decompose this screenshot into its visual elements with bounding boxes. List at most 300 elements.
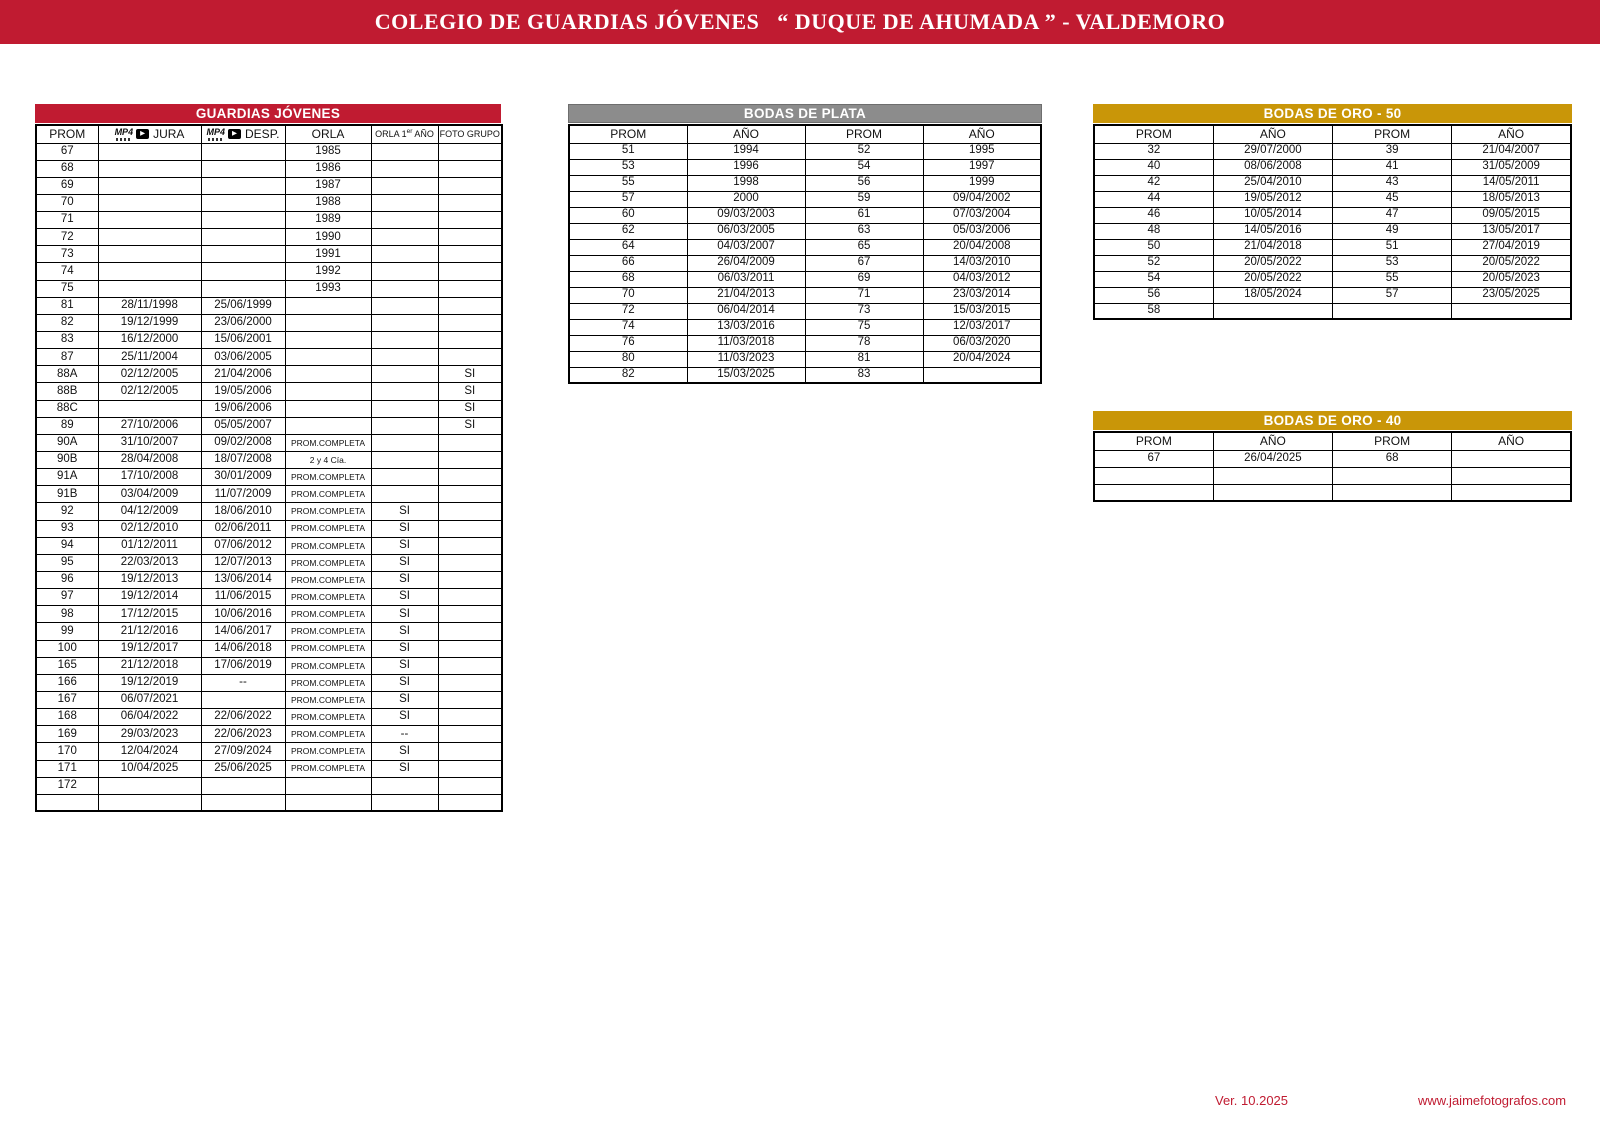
cell [98,400,201,417]
cell: 65 [805,239,923,255]
cell: 81 [805,351,923,367]
cell: 04/12/2009 [98,503,201,520]
cell: 22/06/2023 [201,726,285,743]
cell: PROM.COMPLETA [285,623,371,640]
cell [201,143,285,160]
mp4-video-icon: MP4 [207,128,226,141]
cell: 28/04/2008 [98,452,201,469]
cell [438,794,502,811]
cell: 97 [36,589,98,606]
cell: 03/04/2009 [98,486,201,503]
cell: 19/12/2019 [98,674,201,691]
cell: PROM.COMPLETA [285,606,371,623]
table-row [36,674,502,691]
cell [98,263,201,280]
cell: 14/06/2017 [201,623,285,640]
cell [438,452,502,469]
play-icon: ▶ [228,129,241,139]
cell: 73 [805,303,923,319]
cell: 88B [36,383,98,400]
header-row [1094,125,1571,143]
table-row [36,229,502,246]
cell [201,229,285,246]
cell: 67 [36,143,98,160]
cell: PROM.COMPLETA [285,726,371,743]
cell: 30/01/2009 [201,469,285,486]
play-icon: ▶ [136,129,149,139]
cell: 21/04/2018 [1213,239,1332,255]
table-title-oro50: BODAS DE ORO - 50 [1093,104,1572,123]
cell [438,349,502,366]
cell: PROM.COMPLETA [285,709,371,726]
cell: 44 [1094,191,1213,207]
table-row [36,177,502,194]
table-row [36,469,502,486]
cell: 57 [1333,287,1452,303]
table-row [569,207,1041,223]
table-row [36,486,502,503]
cell: 66 [569,255,687,271]
cell: 1989 [285,212,371,229]
cell [438,486,502,503]
cell: 91A [36,469,98,486]
cell: 02/12/2005 [98,366,201,383]
cell [371,794,438,811]
cell: 04/03/2012 [923,271,1041,287]
table-row [1094,191,1571,207]
cell: 18/05/2024 [1213,287,1332,303]
cell [1213,484,1332,501]
website-link[interactable]: www.jaimefotografos.com [1418,1093,1567,1108]
cell: 20/05/2023 [1452,271,1571,287]
cell: SI [371,640,438,657]
cell: 62 [569,223,687,239]
cell: 56 [1094,287,1213,303]
cell: 92 [36,503,98,520]
table-row [1094,303,1571,319]
cell [371,486,438,503]
table-row [36,503,502,520]
cell [438,674,502,691]
cell: 21/04/2006 [201,366,285,383]
cell: SI [371,606,438,623]
table-row [36,280,502,297]
cell: 12/03/2017 [923,319,1041,335]
cell [285,417,371,434]
column-header-orla-1er-ano: ORLA 1er AÑO [371,125,438,143]
cell: 55 [569,175,687,191]
cell [1094,484,1213,501]
cell: 39 [1333,143,1452,159]
cell [1213,467,1332,484]
cell: 72 [569,303,687,319]
cell: 31/05/2009 [1452,159,1571,175]
cell: SI [371,520,438,537]
cell: 70 [36,194,98,211]
cell: 53 [569,159,687,175]
cell: 31/10/2007 [98,434,201,451]
cell: 11/03/2018 [687,335,805,351]
cell: SI [438,400,502,417]
cell: PROM.COMPLETA [285,486,371,503]
cell [98,246,201,263]
cell: 03/06/2005 [201,349,285,366]
cell: 1990 [285,229,371,246]
cell: 89 [36,417,98,434]
column-header-ano: AÑO [1452,125,1571,143]
cell: 12/07/2013 [201,554,285,571]
cell [371,280,438,297]
cell: -- [371,726,438,743]
cell: 1985 [285,143,371,160]
cell: 71 [805,287,923,303]
cell [98,143,201,160]
table-row [569,335,1041,351]
cell: 26/04/2025 [1213,450,1332,467]
cell: 63 [805,223,923,239]
cell [438,332,502,349]
table-row [36,606,502,623]
table-row [36,743,502,760]
cell: 23/05/2025 [1452,287,1571,303]
cell [285,332,371,349]
cell [438,143,502,160]
cell: 51 [569,143,687,159]
cell: 19/12/2013 [98,572,201,589]
table-row [569,191,1041,207]
table-row [36,263,502,280]
cell [438,623,502,640]
cell [371,314,438,331]
table-row [36,434,502,451]
cell: 27/04/2019 [1452,239,1571,255]
table-title-oro40: BODAS DE ORO - 40 [1093,411,1572,430]
cell: PROM.COMPLETA [285,434,371,451]
cell: 1988 [285,194,371,211]
table-row [36,194,502,211]
cell [201,777,285,794]
cell: 168 [36,709,98,726]
cell: 75 [805,319,923,335]
cell: 32 [1094,143,1213,159]
cell: 51 [1333,239,1452,255]
cell: 43 [1333,175,1452,191]
cell: SI [371,537,438,554]
cell [371,366,438,383]
table-row [36,417,502,434]
cell: 68 [1333,450,1452,467]
column-header-desp [201,125,285,143]
cell: 18/05/2013 [1452,191,1571,207]
table-row [36,246,502,263]
cell [438,554,502,571]
table-row [569,175,1041,191]
cell [1452,450,1571,467]
cell: 13/03/2016 [687,319,805,335]
column-header-orla: ORLA [285,125,371,143]
cell: PROM.COMPLETA [285,503,371,520]
cell: 20/04/2008 [923,239,1041,255]
cell: 13/06/2014 [201,572,285,589]
bodas-de-oro-50-table [1093,104,1572,320]
cell [201,160,285,177]
column-header-prom: PROM [805,125,923,143]
cell: SI [371,674,438,691]
cell: SI [371,503,438,520]
table-row [569,271,1041,287]
cell: PROM.COMPLETA [285,674,371,691]
column-header-ano: AÑO [923,125,1041,143]
table-row [36,623,502,640]
cell [371,177,438,194]
cell [1213,303,1332,319]
table-row [1094,175,1571,191]
cell: 69 [805,271,923,287]
cell: 11/03/2023 [687,351,805,367]
cell [1452,467,1571,484]
column-header-desp-label: DESP. [245,127,280,142]
cell [201,212,285,229]
cell: 25/06/1999 [201,297,285,314]
cell [438,280,502,297]
cell: 87 [36,349,98,366]
cell [438,657,502,674]
cell: 23/03/2014 [923,287,1041,303]
cell: 29/07/2000 [1213,143,1332,159]
cell: 53 [1333,255,1452,271]
cell [98,777,201,794]
column-header-prom: PROM [569,125,687,143]
cell: 02/12/2005 [98,383,201,400]
cell [438,434,502,451]
cell: 05/05/2007 [201,417,285,434]
cell: SI [438,417,502,434]
cell: 09/02/2008 [201,434,285,451]
cell: 28/11/1998 [98,297,201,314]
table-row [36,726,502,743]
column-header-jura-label: JURA [153,127,185,142]
cell: SI [371,657,438,674]
cell [923,367,1041,383]
table-row [36,760,502,777]
cell: 21/12/2018 [98,657,201,674]
cell: 21/04/2013 [687,287,805,303]
table-row [36,383,502,400]
table-row [1094,223,1571,239]
column-header-ano: AÑO [1452,432,1571,450]
table-row [36,537,502,554]
cell: 06/04/2022 [98,709,201,726]
table-row [1094,484,1571,501]
cell: SI [371,692,438,709]
cell: 04/03/2007 [687,239,805,255]
cell [1333,303,1452,319]
cell [438,589,502,606]
table-row [569,255,1041,271]
cell: 54 [805,159,923,175]
cell: 83 [36,332,98,349]
column-header-ano: AÑO [1213,432,1332,450]
mp4-stripes [116,138,131,141]
cell: 48 [1094,223,1213,239]
cell: 12/04/2024 [98,743,201,760]
cell: 20/05/2022 [1452,255,1571,271]
table-row [36,143,502,160]
cell: 1991 [285,246,371,263]
cell: 10/06/2016 [201,606,285,623]
cell: SI [371,623,438,640]
cell: 20/04/2024 [923,351,1041,367]
cell: 81 [36,297,98,314]
table-row [36,657,502,674]
cell: 83 [805,367,923,383]
column-header-prom: PROM [36,125,98,143]
table-row [569,303,1041,319]
cell [438,469,502,486]
cell [98,177,201,194]
cell: 95 [36,554,98,571]
cell [201,177,285,194]
column-header-ano: AÑO [687,125,805,143]
cell [371,160,438,177]
table-row [36,366,502,383]
cell [1333,484,1452,501]
header-row [1094,432,1571,450]
cell: 27/09/2024 [201,743,285,760]
cell [371,417,438,434]
cell: 07/03/2004 [923,207,1041,223]
cell: SI [371,554,438,571]
cell: PROM.COMPLETA [285,640,371,657]
column-header-ano: AÑO [1213,125,1332,143]
cell: 22/03/2013 [98,554,201,571]
cell: 165 [36,657,98,674]
cell: 98 [36,606,98,623]
cell: 06/03/2011 [687,271,805,287]
cell: 02/06/2011 [201,520,285,537]
table-row [1094,255,1571,271]
cell: 74 [569,319,687,335]
cell [98,194,201,211]
cell: SI [371,743,438,760]
cell: 49 [1333,223,1452,239]
cell: 27/10/2006 [98,417,201,434]
table-row [569,351,1041,367]
cell [285,794,371,811]
cell [438,743,502,760]
cell: SI [371,709,438,726]
cell [438,606,502,623]
cell: PROM.COMPLETA [285,743,371,760]
cell: 47 [1333,207,1452,223]
cell [438,246,502,263]
table-row [36,692,502,709]
cell [438,726,502,743]
cell [201,246,285,263]
cell: 22/06/2022 [201,709,285,726]
cell: 06/03/2005 [687,223,805,239]
cell: 06/03/2020 [923,335,1041,351]
cell [1452,303,1571,319]
cell [285,366,371,383]
cell: 21/04/2007 [1452,143,1571,159]
cell: 88A [36,366,98,383]
cell: 1986 [285,160,371,177]
cell: 46 [1094,207,1213,223]
cell: 11/06/2015 [201,589,285,606]
cell: PROM.COMPLETA [285,572,371,589]
cell: 52 [805,143,923,159]
cell: 26/04/2009 [687,255,805,271]
cell [438,640,502,657]
cell: 25/11/2004 [98,349,201,366]
cell: 23/06/2000 [201,314,285,331]
cell: 16/12/2000 [98,332,201,349]
cell: 75 [36,280,98,297]
cell: 171 [36,760,98,777]
table-row [1094,271,1571,287]
mp4-stripes [208,138,223,141]
cell: 1999 [923,175,1041,191]
cell: 69 [36,177,98,194]
cell: 19/06/2006 [201,400,285,417]
cell [371,212,438,229]
cell: 17/10/2008 [98,469,201,486]
cell: 68 [36,160,98,177]
cell [438,537,502,554]
cell: PROM.COMPLETA [285,692,371,709]
cell: 1995 [923,143,1041,159]
cell: 08/06/2008 [1213,159,1332,175]
cell [201,280,285,297]
cell: 17/06/2019 [201,657,285,674]
cell: 14/06/2018 [201,640,285,657]
table-row [1094,467,1571,484]
cell: 56 [805,175,923,191]
cell: 14/05/2011 [1452,175,1571,191]
table-row [1094,450,1571,467]
cell: 19/05/2006 [201,383,285,400]
cell: 09/05/2015 [1452,207,1571,223]
cell: 82 [569,367,687,383]
cell: 55 [1333,271,1452,287]
cell: 88C [36,400,98,417]
cell: PROM.COMPLETA [285,657,371,674]
cell: 42 [1094,175,1213,191]
table-row [569,159,1041,175]
cell [1452,484,1571,501]
table-row [36,297,502,314]
cell: 05/03/2006 [923,223,1041,239]
cell [438,297,502,314]
column-header-foto-grupo: FOTO GRUPO [438,125,502,143]
table-row [36,400,502,417]
cell: 170 [36,743,98,760]
table-row [36,794,502,811]
cell: -- [201,674,285,691]
cell: 02/12/2010 [98,520,201,537]
cell [201,263,285,280]
cell: 1993 [285,280,371,297]
cell: 67 [1094,450,1213,467]
cell: 1994 [687,143,805,159]
cell: 10/05/2014 [1213,207,1332,223]
cell [438,194,502,211]
table-row [36,554,502,571]
cell: 1996 [687,159,805,175]
cell [438,777,502,794]
table-row [1094,207,1571,223]
